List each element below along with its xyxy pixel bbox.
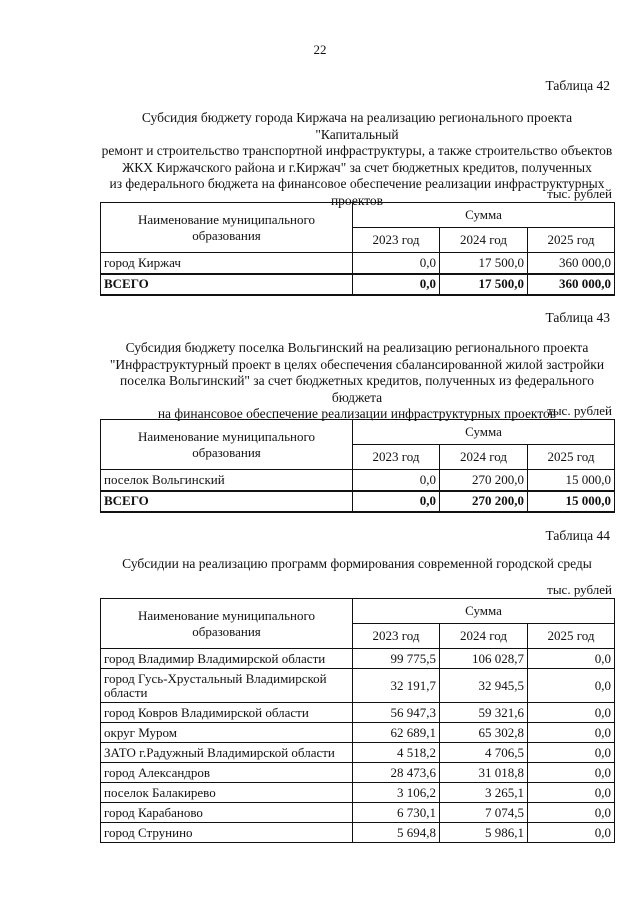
header-name: Наименование муниципального образования	[101, 599, 353, 649]
row-value: 0,0	[528, 669, 615, 703]
total-value: 15 000,0	[528, 491, 615, 512]
row-value: 62 689,1	[353, 723, 440, 743]
row-value: 7 074,5	[440, 803, 528, 823]
table-row	[101, 703, 615, 723]
row-value: 0,0	[353, 253, 440, 274]
row-value: 270 200,0	[440, 470, 528, 491]
header-year: 2024 год	[440, 624, 528, 649]
total-value: 270 200,0	[440, 491, 528, 512]
table-43	[100, 419, 615, 513]
row-name: город Гусь-Хрустальный Владимирской области	[101, 669, 353, 703]
row-name: поселок Вольгинский	[101, 470, 353, 491]
title-line: ЖКХ Киржачского района и г.Киржач" за счет бюджетных кредитов, полученных	[122, 159, 592, 175]
row-value: 0,0	[528, 649, 615, 669]
row-value: 31 018,8	[440, 763, 528, 783]
row-value: 28 473,6	[353, 763, 440, 783]
total-value: 0,0	[353, 274, 440, 295]
table-row	[101, 470, 615, 491]
title-line: Субсидия бюджету поселка Вольгинский на реализацию регионального проекта	[125, 340, 589, 355]
row-value: 17 500,0	[440, 253, 528, 274]
header-sum: Сумма	[353, 203, 615, 228]
row-value: 59 321,6	[440, 703, 528, 723]
row-value: 15 000,0	[528, 470, 615, 491]
title-line: на финансовое обеспечение реализации инфраструктурных проектов	[157, 406, 557, 421]
row-name: город Струнино	[101, 823, 353, 843]
header-sum: Сумма	[353, 599, 615, 624]
row-value: 0,0	[528, 703, 615, 723]
table-42-label: Таблица 42	[545, 78, 610, 93]
row-value: 65 302,8	[440, 723, 528, 743]
page-number: 22	[313, 42, 327, 57]
table-row	[101, 649, 615, 669]
header-year: 2025 год	[528, 445, 615, 470]
table-43-label: Таблица 43	[545, 310, 610, 325]
total-name: ВСЕГО	[101, 491, 353, 512]
row-value: 3 106,2	[353, 783, 440, 803]
table-row	[101, 783, 615, 803]
row-value: 0,0	[528, 763, 615, 783]
title-line: из федерального бюджета на финансовое обеспечение реализации инфраструктурных	[109, 176, 605, 191]
row-value: 5 986,1	[440, 823, 528, 843]
header-name: Наименование муниципального образования	[101, 203, 353, 253]
row-name: город Ковров Владимирской области	[101, 703, 353, 723]
table-row	[101, 723, 615, 743]
header-sum: Сумма	[353, 420, 615, 445]
total-row	[101, 491, 615, 512]
row-value: 3 265,1	[440, 783, 528, 803]
table-row	[101, 803, 615, 823]
row-name: город Киржач	[101, 253, 353, 274]
header-year: 2024 год	[440, 228, 528, 253]
total-value: 360 000,0	[528, 274, 615, 295]
table-row	[101, 743, 615, 763]
table-row	[101, 253, 615, 274]
row-value: 0,0	[528, 723, 615, 743]
header-year: 2023 год	[353, 228, 440, 253]
row-value: 360 000,0	[528, 253, 615, 274]
row-name: поселок Балакирево	[101, 783, 353, 803]
total-value: 0,0	[353, 491, 440, 512]
table-42-title	[100, 110, 614, 209]
row-value: 56 947,3	[353, 703, 440, 723]
table-row	[101, 823, 615, 843]
header-name: Наименование муниципального образования	[101, 420, 353, 470]
title-line: проектов	[330, 192, 384, 208]
table-44	[100, 598, 615, 843]
units-label: тыс. рублей	[547, 582, 612, 597]
total-row	[101, 274, 615, 295]
row-value: 0,0	[528, 783, 615, 803]
table-44-label: Таблица 44	[545, 528, 610, 543]
header-year: 2025 год	[528, 624, 615, 649]
row-value: 4 706,5	[440, 743, 528, 763]
units-label: тыс. рублей	[547, 186, 612, 201]
table-row	[101, 763, 615, 783]
header-year: 2023 год	[353, 624, 440, 649]
total-name: ВСЕГО	[101, 274, 353, 295]
header-year: 2024 год	[440, 445, 528, 470]
row-name: город Владимир Владимирской области	[101, 649, 353, 669]
total-value: 17 500,0	[440, 274, 528, 295]
row-value: 0,0	[528, 823, 615, 843]
row-value: 0,0	[528, 803, 615, 823]
row-value: 32 191,7	[353, 669, 440, 703]
table-43-title	[100, 340, 614, 423]
header-year: 2023 год	[353, 445, 440, 470]
row-value: 106 028,7	[440, 649, 528, 669]
row-name: город Александров	[101, 763, 353, 783]
row-name: город Карабаново	[101, 803, 353, 823]
row-value: 99 775,5	[353, 649, 440, 669]
row-value: 5 694,8	[353, 823, 440, 843]
table-42	[100, 202, 615, 296]
title-line: Субсидия бюджету города Киржача на реализацию регионального проекта "Капитальный	[141, 110, 573, 142]
row-value: 32 945,5	[440, 669, 528, 703]
title-line: ремонт и строительство транспортной инфраструктуры, а также строительство объектов	[101, 143, 613, 158]
row-name: ЗАТО г.Радужный Владимирской области	[101, 743, 353, 763]
table-44-title: Субсидии на реализацию программ формирования современной городской среды	[122, 556, 592, 571]
title-line: поселка Вольгинский" за счет бюджетных кредитов, полученных из федерального бюджета	[120, 373, 594, 405]
row-value: 0,0	[353, 470, 440, 491]
row-value: 6 730,1	[353, 803, 440, 823]
header-year: 2025 год	[528, 228, 615, 253]
row-value: 4 518,2	[353, 743, 440, 763]
title-line: "Инфраструктурный проект в целях обеспечения сбалансированной жилой застройки	[109, 356, 605, 372]
row-value: 0,0	[528, 743, 615, 763]
table-row	[101, 669, 615, 703]
units-label: тыс. рублей	[547, 403, 612, 418]
row-name: округ Муром	[101, 723, 353, 743]
